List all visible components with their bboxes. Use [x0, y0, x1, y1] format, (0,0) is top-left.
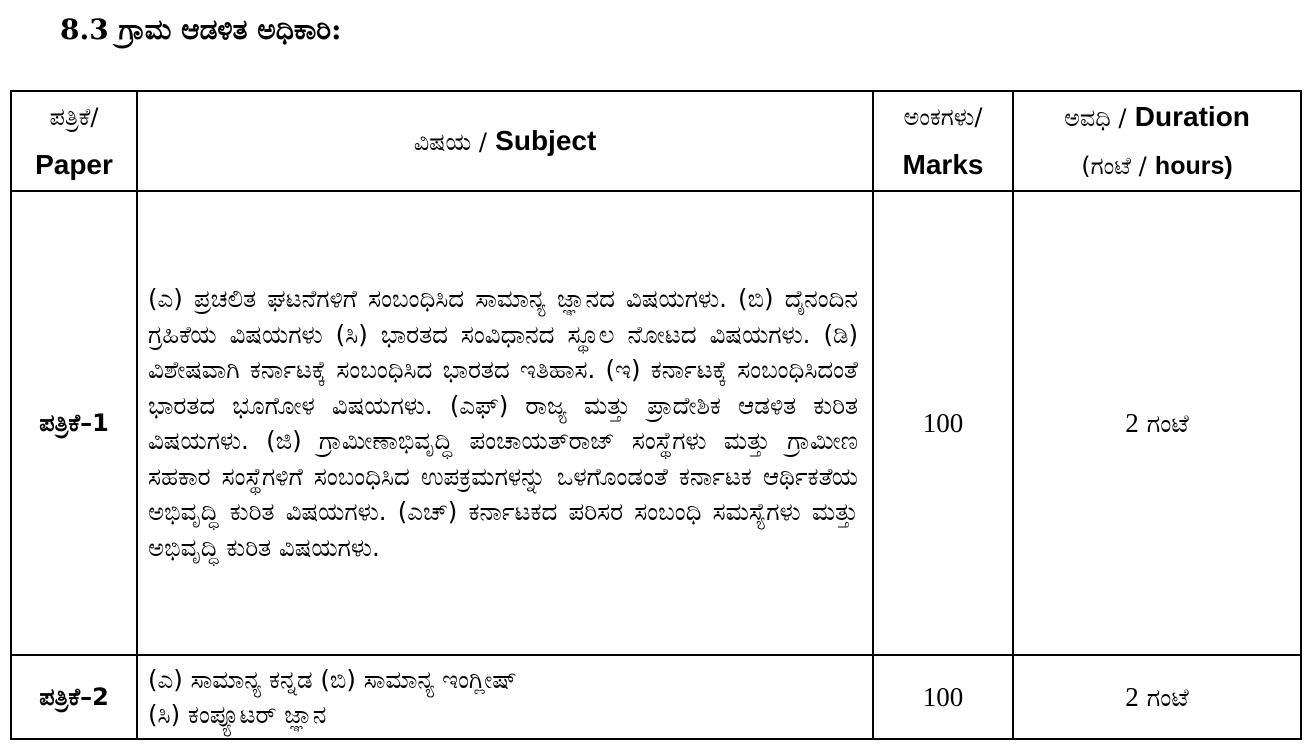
section-number: 8.3 [60, 13, 109, 46]
paper-2-label: ಪತ್ರಿಕೆ–2 [11, 655, 137, 739]
paper-1-duration-value: 2 [1125, 407, 1139, 438]
header-duration-kn: ಅವಧಿ / [1064, 103, 1127, 132]
paper-1-duration-unit: ಗಂಟೆ [1146, 408, 1189, 438]
header-marks-kn: ಅಂಕಗಳು/ [903, 103, 983, 131]
paper-1-duration [1013, 191, 1301, 655]
header-marks [873, 91, 1013, 191]
paper-2-duration [1013, 655, 1301, 739]
section-title: ಗ್ರಾಮ ಆಡಳಿತ ಅಧಿಕಾರಿ: [118, 13, 342, 46]
table-row [11, 191, 1301, 655]
table-row [11, 655, 1301, 739]
paper-2-marks: 100 [873, 655, 1013, 739]
section-heading [60, 10, 341, 50]
header-duration [1013, 91, 1301, 191]
paper-2-duration-value: 2 [1125, 681, 1139, 712]
header-paper-kn: ಪತ್ರಿಕೆ/ [49, 103, 99, 131]
header-duration-en: Duration [1134, 100, 1250, 132]
header-subject [137, 91, 873, 191]
paper-2-duration-unit: ಗಂಟೆ [1146, 682, 1189, 712]
header-paper [11, 91, 137, 191]
header-duration-unit-en: hours) [1154, 151, 1233, 180]
header-duration-unit-kn: (ಗಂಟೆ / [1081, 151, 1147, 180]
header-subject-en: Subject [495, 124, 597, 156]
header-paper-en: Paper [35, 149, 113, 180]
header-subject-kn: ವಿಷಯ / [413, 127, 487, 156]
header-marks-en: Marks [902, 149, 984, 180]
paper-1-label: ಪತ್ರಿಕೆ–1 [11, 191, 137, 655]
paper-1-marks: 100 [873, 191, 1013, 655]
paper-1-subject: (ಎ) ಪ್ರಚಲಿತ ಘಟನೆಗಳಿಗೆ ಸಂಬಂಧಿಸಿದ ಸಾಮಾನ್ಯ ಜ್ಞಾನದ ವಿಷಯಗಳು. (ಬಿ) ದೈನಂದಿನ ಗ್ರಹಿಕೆಯ ವಿಷಯಗಳು (ಸಿ) ಭಾರತದ ಸಂವಿಧಾನದ ಸ್ಥೂಲ ನೋಟದ ವಿಷಯಗಳು. (ಡಿ) ವಿಶೇಷವಾಗಿ ಕರ್ನಾಟಕ್ಕೆ ಸಂಬಂಧಿಸಿದ ಭಾರತದ ಇತಿಹಾಸ. (ಇ) ಕರ್ನಾಟಕ್ಕೆ ಸಂಬಂಧಿಸಿದಂತೆ ಭಾರತದ ಭೂಗೋಳ ವಿಷಯಗಳು. (ಎಫ್) ರಾಜ್ಯ ಮತ್ತು ಪ್ರಾದೇಶಿಕ ಆಡಳಿತ ಕುರಿತ ವಿಷಯಗಳು. (ಜಿ) ಗ್ರಾಮೀಣಾಭಿವೃದ್ಧಿ ಪಂಚಾಯತ್‌ರಾಜ್ ಸಂಸ್ಥೆಗಳು ಮತ್ತು ಗ್ರಾಮೀಣ ಸಹಕಾರ ಸಂಸ್ಥೆಗಳಿಗೆ ಸಂಬಂಧಿಸಿದ ಉಪಕ್ರಮಗಳನ್ನು ಒಳಗೊಂಡಂತೆ ಕರ್ನಾಟಕ ಆರ್ಥಿಕತೆಯ ಅಭಿವೃದ್ಧಿ ಕುರಿತ ವಿಷಯಗಳು. (ಎಚ್) ಕರ್ನಾಟಕದ ಪರಿಸರ ಸಂಬಂಧಿ ಸಮಸ್ಯೆಗಳು ಮತ್ತು ಅಭಿವೃದ್ಧಿ ಕುರಿತ ವಿಷಯಗಳು. [137, 191, 873, 655]
table-header-row [11, 91, 1301, 191]
exam-scheme-table [10, 90, 1302, 740]
paper-2-subject [137, 655, 873, 739]
paper-2-subject-line-2: (ಸಿ) ಕಂಪ್ಯೂಟರ್ ಜ್ಞಾನ [148, 700, 327, 729]
paper-2-subject-line-1: (ಎ) ಸಾಮಾನ್ಯ ಕನ್ನಡ (ಬಿ) ಸಾಮಾನ್ಯ ಇಂಗ್ಲೀಷ್ [148, 665, 517, 694]
